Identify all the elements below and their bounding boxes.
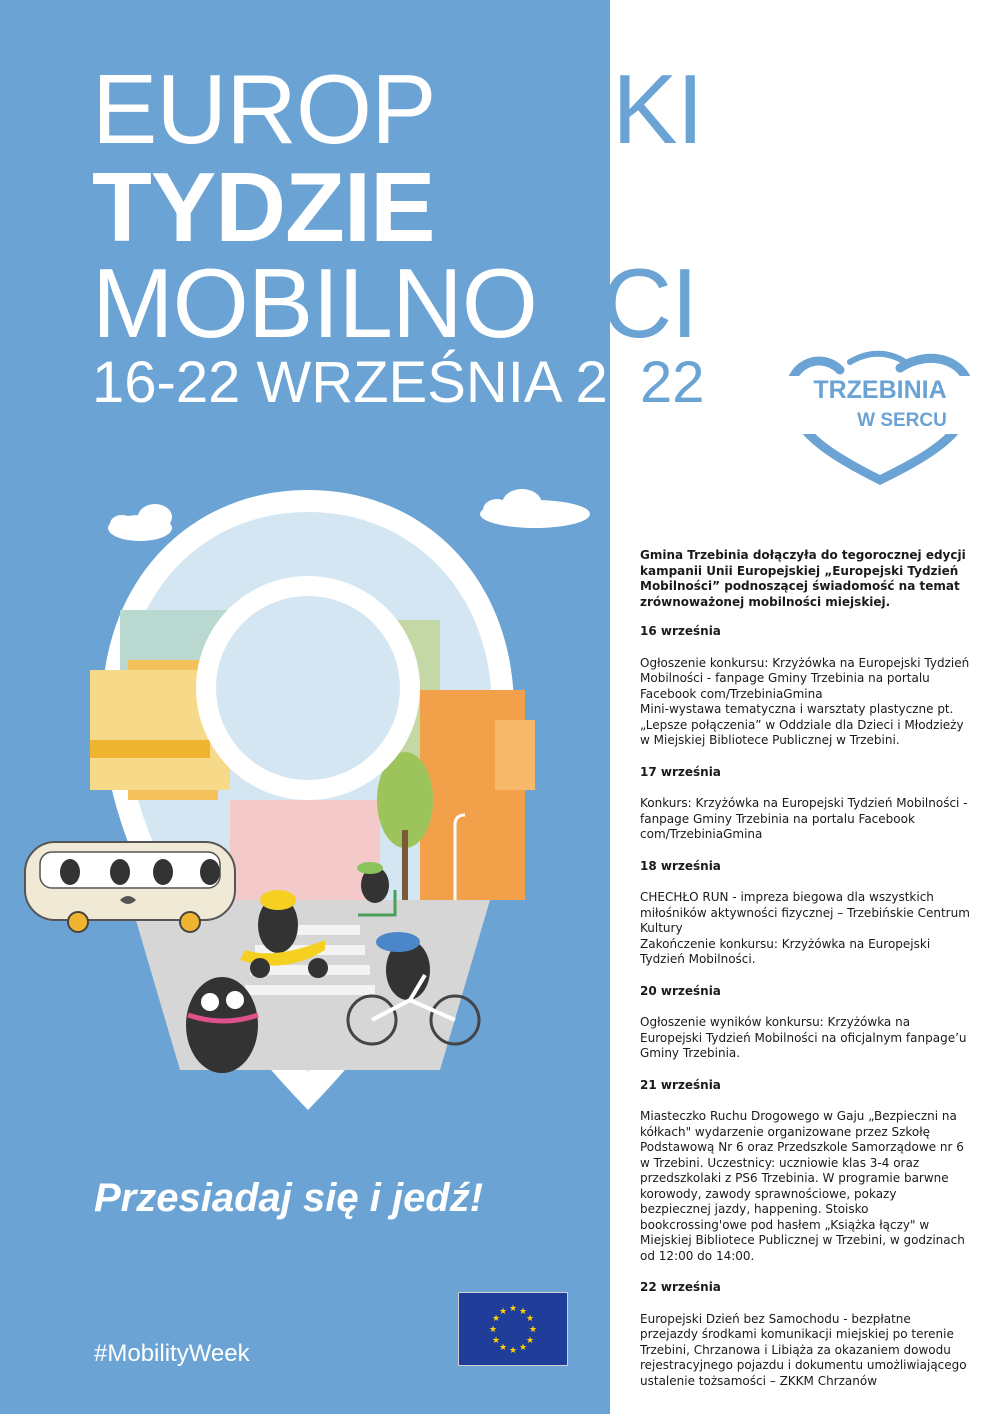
cloud-icon	[480, 489, 590, 528]
title-line-1: EUROPEJSKI	[92, 54, 703, 164]
svg-text:★: ★	[508, 1304, 518, 1314]
title-line-2: TYDZIEŃ	[92, 152, 505, 262]
day-heading: 20 września	[640, 983, 721, 998]
day-description: Ogłoszenie konkursu: Krzyżówka na Europejski Tydzień Mobilności - fanpage Gminy Trzebinia na portalu Facebook com/TrzebiniaGmina Mini-wystawa tematyczna i warsztaty plastyczne pt. „Lepsze połączenia” w Oddziale dla Dzieci i Młodzieży w Miejskiej Bibliotece Publicznej w Trzebini.	[640, 655, 970, 747]
trzebinia-logo	[780, 340, 980, 490]
title-line-3: MOBILNOŚCI	[92, 248, 698, 358]
svg-text:★: ★	[491, 1336, 501, 1346]
svg-text:★: ★	[498, 1343, 508, 1353]
tram-icon	[25, 842, 235, 932]
map-pin-illustration	[0, 470, 610, 1130]
day-description: Ogłoszenie wyników konkursu: Krzyżówka na Europejski Tydzień Mobilności na oficjalnym fanpage’u Gminy Trzebinia.	[640, 1015, 967, 1060]
day-description: CHECHŁO RUN - impreza biegowa dla wszystkich miłośników aktywności fizycznej – Trzebińskie Centrum Kultury Zakończenie konkursu: Krzyżówka na Europejski Tydzień Mobilności.	[640, 890, 970, 966]
pedestrian-icon	[186, 977, 258, 1073]
svg-text:★: ★	[528, 1325, 538, 1335]
svg-text:★: ★	[525, 1314, 535, 1324]
hashtag: #MobilityWeek	[94, 1340, 250, 1367]
svg-text:★: ★	[508, 1346, 518, 1356]
svg-text:★: ★	[518, 1307, 528, 1317]
intro-text: Gmina Trzebinia dołączyła do tegorocznej edycji kampanii Unii Europejskiej „Europejski Tydzień Mobilności” podnoszącej świadomość na temat zrównoważonej mobilności miejskiej.	[640, 548, 966, 609]
day-heading: 18 września	[640, 858, 721, 873]
day-heading: 21 września	[640, 1077, 721, 1092]
day-description: Konkurs: Krzyżówka na Europejski Tydzień Mobilności - fanpage Gminy Trzebinia na portalu Facebook com/TrzebiniaGmina	[640, 796, 968, 841]
logo-text-w-sercu: W SERCU	[857, 410, 947, 431]
day-heading: 22 września	[640, 1280, 721, 1294]
day-description: Europejski Dzień bez Samochodu - bezpłatne przejazdy środkami komunikacji miejskiej po terenie Trzebini, Chrzanowa i Libiąża za okazaniem dowodu rejestracyjnego pojazdu i dokumentu umożliwiającego ustalenie tożsamości – ZKKM Chrzanów	[640, 1311, 967, 1388]
svg-text:★: ★	[488, 1325, 498, 1335]
day-heading: 17 września	[640, 764, 721, 779]
eu-flag-icon	[458, 1292, 568, 1366]
day-heading: 16 września	[640, 624, 721, 638]
svg-text:★: ★	[525, 1336, 535, 1346]
svg-text:★: ★	[518, 1343, 528, 1353]
day-description: Miasteczko Ruchu Drogowego w Gaju „Bezpieczni na kółkach" wydarzenie organizowane przez Szkołę Podstawową Nr 6 oraz Przedszkole Samorządowe nr 6 w Trzebini. Uczestnicy: uczniowie klas 3-4 oraz przedszkolaki z PS6 Trzebinia. W programie barwne korowody, zawody sprawnościowe, pokazy bezpiecznej jazdy, happening. Stoisko bookcrossing'owe pod hasłem „Książka łączy" w Miejskiej Bibliotece Publicznej w Trzebini, w godzinach od 12:00 do 14:00.	[640, 1109, 965, 1263]
svg-text:★: ★	[498, 1307, 508, 1317]
slogan: Przesiadaj się i jedź!	[94, 1176, 484, 1220]
logo-text-trzebinia: TRZEBINIA	[813, 376, 947, 404]
cloud-icon	[108, 504, 172, 541]
event-dates: 16-22 WRZEŚNIA 2022	[92, 350, 705, 415]
svg-text:★: ★	[491, 1314, 501, 1324]
event-info-column	[640, 548, 970, 1405]
